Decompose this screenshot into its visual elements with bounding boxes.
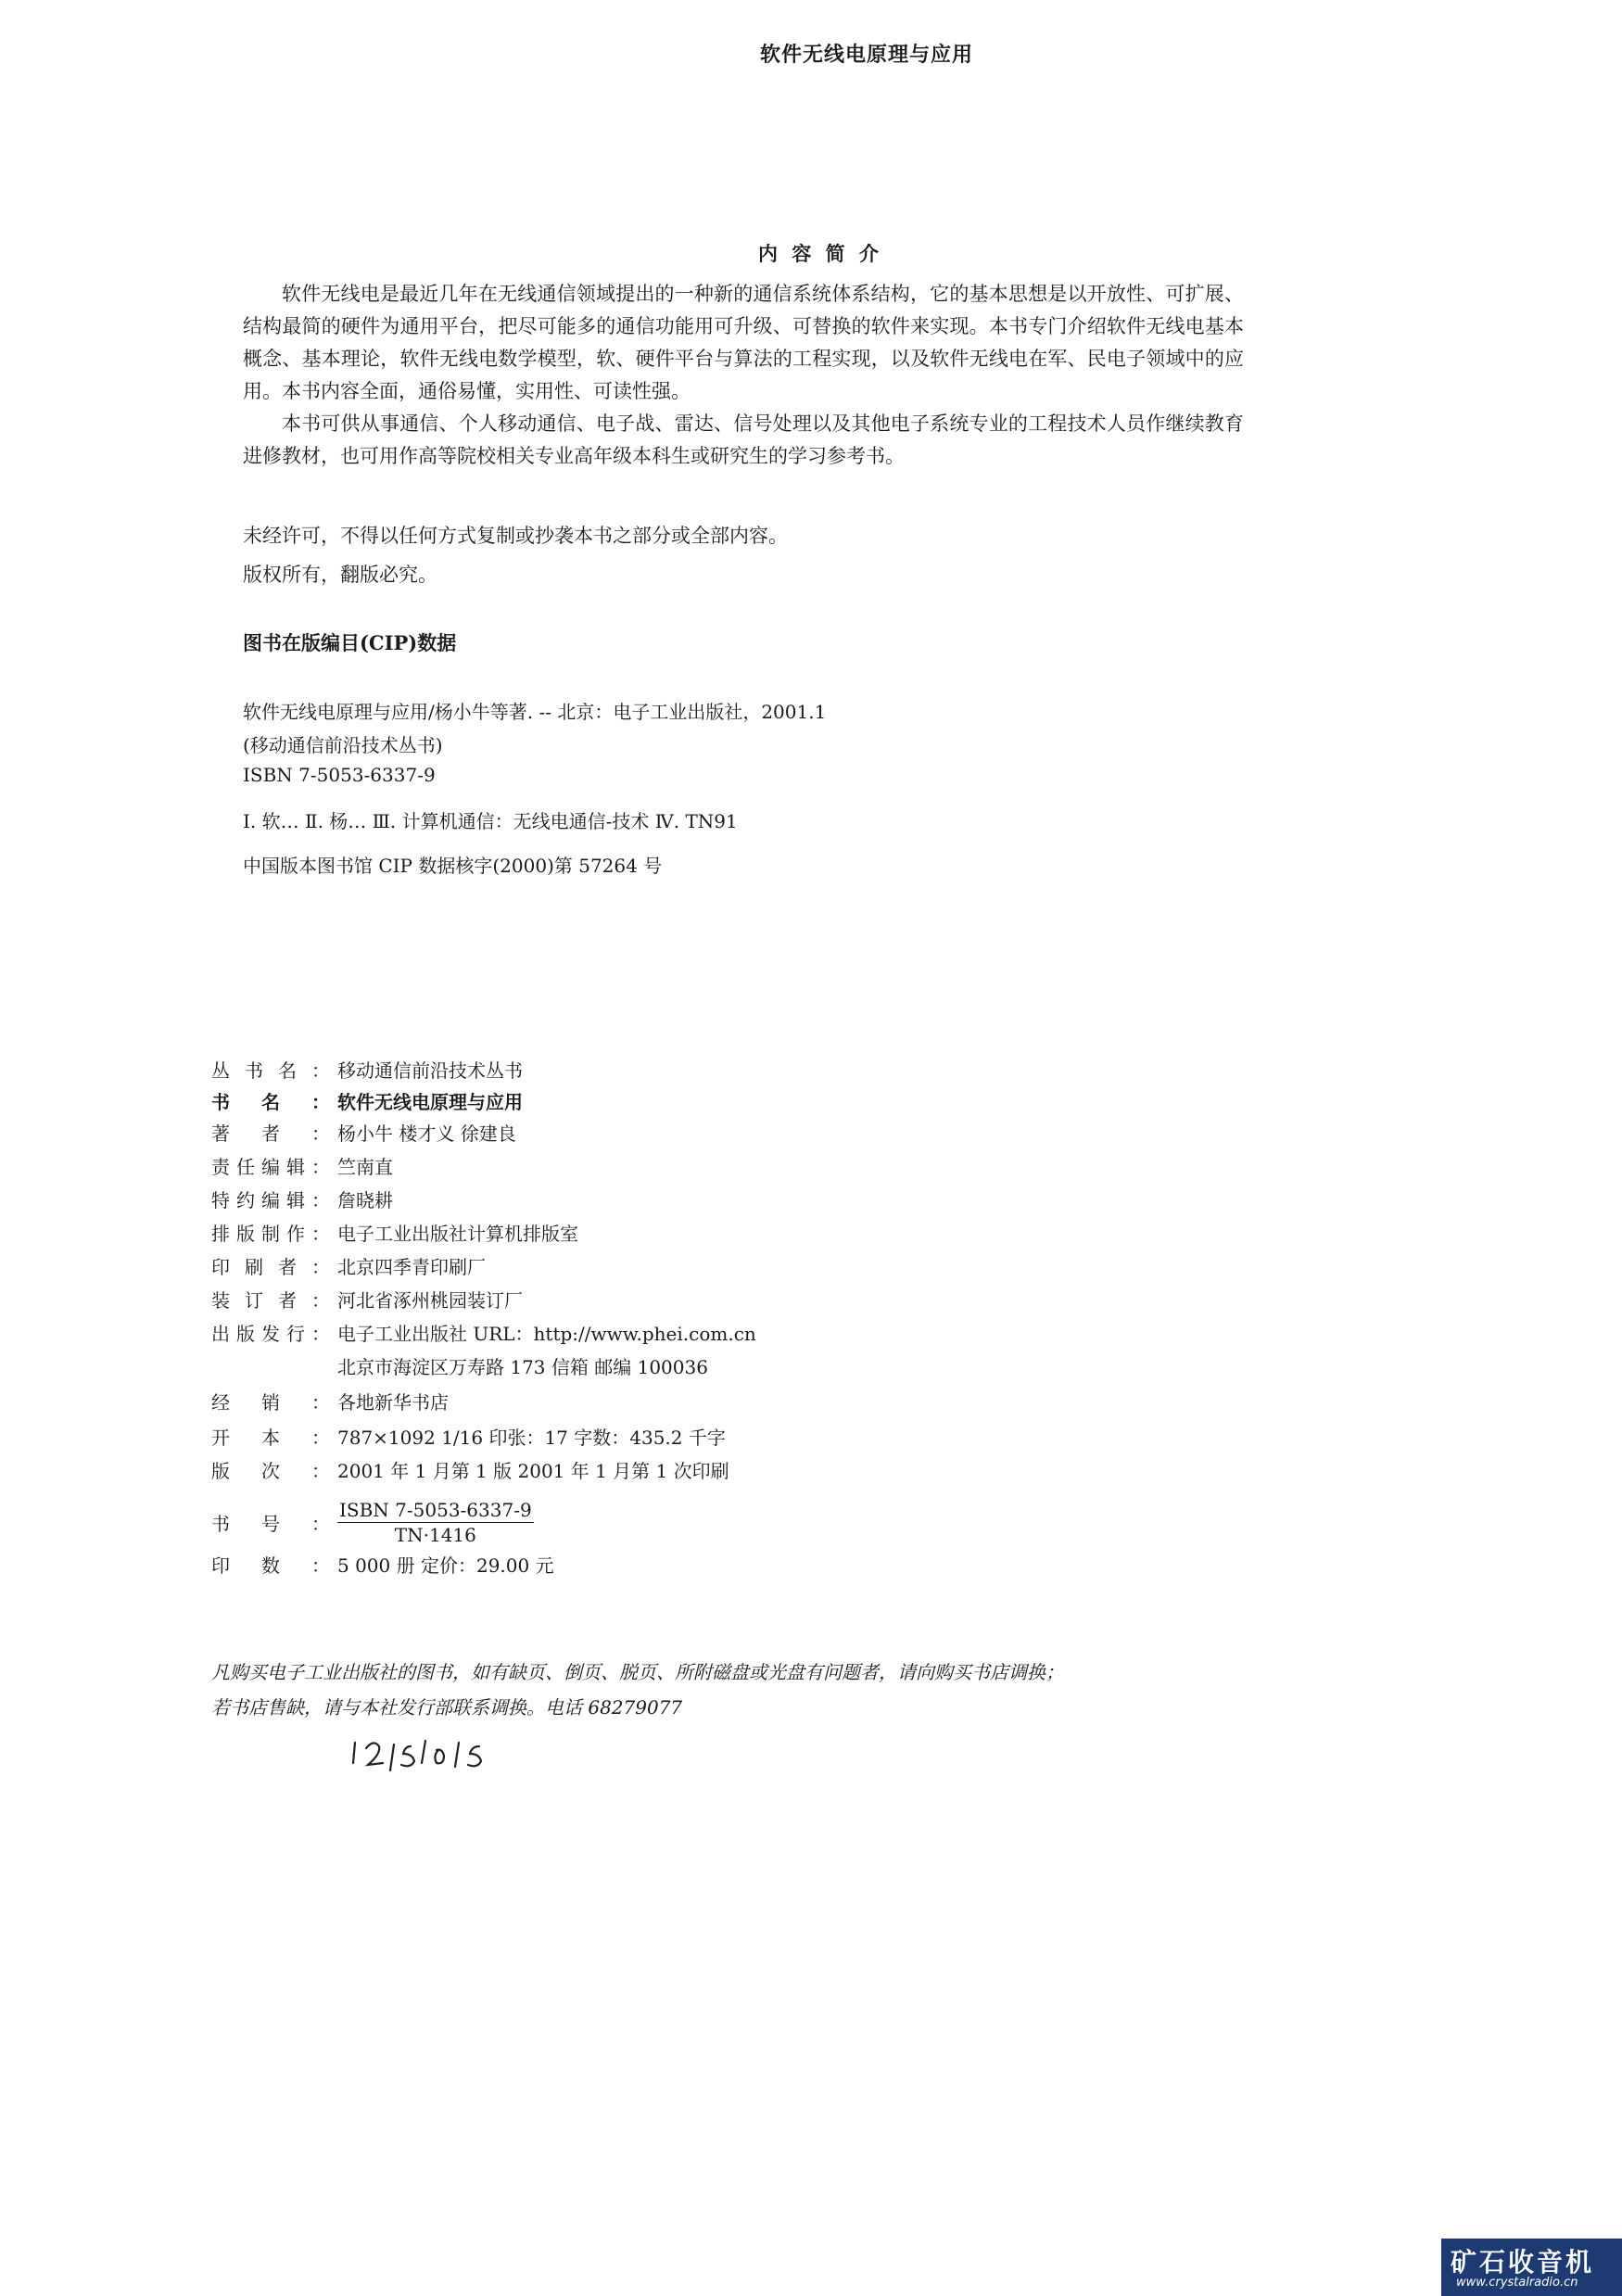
meta-edition: 版次： 2001 年 1 月第 1 版 2001 年 1 月第 1 次印刷: [211, 1460, 729, 1482]
intro-paragraph-1: 软件无线电是最近几年在无线通信领域提出的一种新的通信系统体系结构，它的基本思想是以开放性、可扩展、结构最简的硬件为通用平台，把尽可能多的通信功能用可升级、可替换的软件来实现。本书专门介绍软件无线电基本概念、基本理论，软件无线电数学模型，软、硬件平台与算法的工程实现，以及软件无线电在军、民电子领域中的应用。本书内容全面，通俗易懂，实用性、可读性强。: [243, 283, 1244, 402]
meta-series: 丛书名： 移动通信前沿技术丛书: [211, 1059, 523, 1082]
handwritten-date: [348, 1726, 533, 1785]
meta-distributor: 经销： 各地新华书店: [211, 1391, 449, 1414]
meta-printer: 印刷者： 北京四季青印刷厂: [211, 1256, 486, 1278]
intro-paragraph-2: 本书可供从事通信、个人移动通信、电子战、雷达、信号处理以及其他电子系统专业的工程技术人员作继续教育进修教材，也可用作高等院校相关专业高年级本科生或研究生的学习参考书。: [243, 412, 1244, 467]
meta-binder: 装订者： 河北省涿州桃园装订厂: [211, 1289, 523, 1312]
book-number-isbn: ISBN 7-5053-6337-9: [339, 1499, 532, 1521]
cip-isbn: ISBN 7-5053-6337-9: [243, 764, 436, 786]
meta-publisher: 出版发行： 电子工业出版社 URL：http://www.phei.com.cn: [211, 1323, 756, 1345]
meta-editor: 责任编辑： 竺南直: [211, 1156, 393, 1178]
cip-classification: Ⅰ. 软… Ⅱ. 杨… Ⅲ. 计算机通信：无线电通信-技术 Ⅳ. TN91: [243, 810, 738, 832]
exchange-notice-line-1: 凡购买电子工业出版社的图书，如有缺页、倒页、脱页、所附磁盘或光盘有问题者，请向购买书店调换；: [211, 1661, 1064, 1683]
cip-heading: 图书在版编目(CIP)数据: [243, 631, 457, 654]
meta-typesetting: 排版制作： 电子工业出版社计算机排版室: [211, 1223, 578, 1245]
copyright-line-2: 版权所有，翻版必究。: [243, 564, 437, 586]
watermark-name: 矿石收音机: [1451, 2247, 1595, 2277]
cip-line-1: 软件无线电原理与应用/杨小牛等著. -- 北京：电子工业出版社，2001.1: [243, 701, 827, 723]
meta-authors: 著者： 杨小牛 楼才义 徐建良: [211, 1123, 516, 1145]
site-watermark-logo: [1441, 2239, 1622, 2296]
cip-number: 中国版本图书馆 CIP 数据核字(2000)第 57264 号: [243, 855, 663, 877]
meta-address: 北京市海淀区万寿路 173 信箱 邮编 100036: [337, 1356, 708, 1378]
intro-heading: 内 容 简 介: [758, 242, 882, 265]
meta-book-number: 书号： $\frac{\text{ISBN 7-5053-6337-9}}{TN\cdot 1416}$: [211, 1499, 532, 1546]
copyright-line-1: 未经许可，不得以任何方式复制或抄袭本书之部分或全部内容。: [243, 525, 788, 547]
exchange-notice-line-2: 若书店售缺，请与本社发行部联系调换。电话 68279077: [211, 1696, 683, 1719]
meta-book-title: 书名： 软件无线电原理与应用: [211, 1091, 523, 1113]
watermark-url: www.crystalradio.cn: [1456, 2276, 1578, 2290]
meta-format: 开本： 787×1092 1/16 印张：17 字数：435.2 千字: [211, 1427, 726, 1449]
meta-print-run: 印数： 5 000 册 定价：29.00 元: [211, 1554, 554, 1577]
book-number-class: TN·1416: [394, 1524, 476, 1546]
meta-special-editor: 特约编辑： 詹晓耕: [211, 1189, 393, 1211]
running-header: 软件无线电原理与应用: [759, 43, 973, 67]
cip-line-2: (移动通信前沿技术丛书): [243, 734, 443, 756]
